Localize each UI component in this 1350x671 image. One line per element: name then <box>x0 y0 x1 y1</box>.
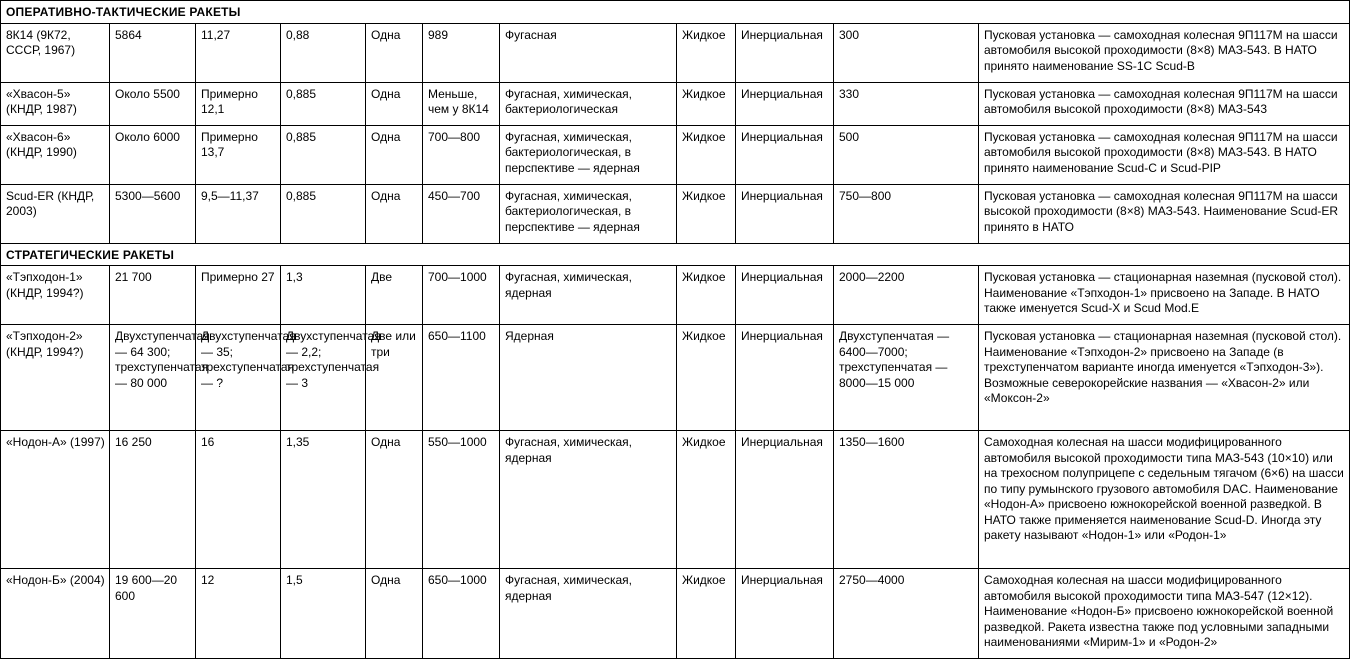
stages-cell: Одна <box>366 23 423 82</box>
missile-name-cell: «Тэпходон-1» (КНДР, 1994?) <box>1 266 110 325</box>
diameter-cell: 1,3 <box>281 266 366 325</box>
warhead-cell: Фугасная, химическая, ядерная <box>500 569 677 659</box>
missile-name-cell: «Нодон-А» (1997) <box>1 431 110 569</box>
table-row <box>1 266 1350 325</box>
length-cell: 12 <box>196 569 281 659</box>
launch-mass-cell: 21 700 <box>110 266 196 325</box>
range-cell: 750—800 <box>834 184 979 243</box>
warhead-cell: Фугасная, химическая, бактериологическая <box>500 82 677 125</box>
fuel-cell: Жидкое <box>677 569 736 659</box>
table-row <box>1 325 1350 431</box>
length-cell: 16 <box>196 431 281 569</box>
table-row <box>1 23 1350 82</box>
diameter-cell: 0,88 <box>281 23 366 82</box>
launch-mass-cell: Двухступенчатая — 64 300; трехступенчатая — 80 000 <box>110 325 196 431</box>
missile-name-cell: «Тэпходон-2» (КНДР, 1994?) <box>1 325 110 431</box>
stages-cell: Одна <box>366 125 423 184</box>
diameter-cell: 1,35 <box>281 431 366 569</box>
notes-cell: Пусковая установка — стационарная наземная (пусковой стол). Наименование «Тэпходон-2» присвоено на Западе (в трехступенчатом варианте иногда именуется «Тэпходон-3»). Возможные северокорейские названия — «Хвасон-2» или «Моксон-2» <box>979 325 1350 431</box>
section-header-row <box>1 243 1350 266</box>
launch-mass-cell: 16 250 <box>110 431 196 569</box>
table-row <box>1 82 1350 125</box>
missile-name-cell: 8К14 (9К72, СССР, 1967) <box>1 23 110 82</box>
warhead-cell: Фугасная, химическая, ядерная <box>500 266 677 325</box>
range-cell: 1350—1600 <box>834 431 979 569</box>
fuel-cell: Жидкое <box>677 184 736 243</box>
guidance-cell: Инерциальная <box>736 82 834 125</box>
warhead-cell: Фугасная, химическая, бактериологическая, в перспективе — ядерная <box>500 184 677 243</box>
notes-cell: Пусковая установка — самоходная колесная 9П117М на шасси автомобиля высокой проходимости (8×8) МАЗ-543. В НАТО принято наименование SS-1C Scud-B <box>979 23 1350 82</box>
table-row <box>1 569 1350 659</box>
length-cell: Примерно 13,7 <box>196 125 281 184</box>
table-row <box>1 125 1350 184</box>
missile-name-cell: «Нодон-Б» (2004) <box>1 569 110 659</box>
guidance-cell: Инерциальная <box>736 266 834 325</box>
range-cell: 2000—2200 <box>834 266 979 325</box>
length-cell: 11,27 <box>196 23 281 82</box>
guidance-cell: Инерциальная <box>736 125 834 184</box>
fuel-cell: Жидкое <box>677 325 736 431</box>
stages-cell: Одна <box>366 569 423 659</box>
section-title-strategic: СТРАТЕГИЧЕСКИЕ РАКЕТЫ <box>1 243 1350 266</box>
section-header-row <box>1 1 1350 24</box>
notes-cell: Пусковая установка — самоходная колесная 9П117М на шасси автомобиля высокой проходимости (8×8) МАЗ-543 <box>979 82 1350 125</box>
warhead-cell: Фугасная, химическая, ядерная <box>500 431 677 569</box>
stages-cell: Одна <box>366 431 423 569</box>
diameter-cell: 0,885 <box>281 184 366 243</box>
table-row <box>1 431 1350 569</box>
missile-name-cell: «Хвасон-6» (КНДР, 1990) <box>1 125 110 184</box>
launch-mass-cell: Около 6000 <box>110 125 196 184</box>
range-cell: 2750—4000 <box>834 569 979 659</box>
fuel-cell: Жидкое <box>677 266 736 325</box>
launch-mass-cell: 5300—5600 <box>110 184 196 243</box>
diameter-cell: 0,885 <box>281 125 366 184</box>
fuel-cell: Жидкое <box>677 431 736 569</box>
length-cell: 9,5—11,37 <box>196 184 281 243</box>
notes-cell: Пусковая установка — самоходная колесная 9П117М на шасси автомобиля высокой проходимости (8×8) МАЗ-543. В НАТО принято наименование Scud-C и Scud-PIP <box>979 125 1350 184</box>
fuel-cell: Жидкое <box>677 125 736 184</box>
guidance-cell: Инерциальная <box>736 325 834 431</box>
fuel-cell: Жидкое <box>677 82 736 125</box>
payload-cell: 550—1000 <box>423 431 500 569</box>
notes-cell: Пусковая установка — стационарная наземная (пусковой стол). Наименование «Тэпходон-1» присвоено на Западе. В НАТО также именуется Scud-X и Scud Mod.E <box>979 266 1350 325</box>
notes-cell: Пусковая установка — самоходная колесная 9П117М на шасси высокой проходимости (8×8) МАЗ-543. Наименование Scud-ER принято в НАТО <box>979 184 1350 243</box>
guidance-cell: Инерциальная <box>736 569 834 659</box>
range-cell: Двухступенчатая — 6400—7000; трехступенчатая — 8000—15 000 <box>834 325 979 431</box>
length-cell: Двухступенчатая — 35; трехступенчатая — ? <box>196 325 281 431</box>
stages-cell: Две или три <box>366 325 423 431</box>
payload-cell: 650—1100 <box>423 325 500 431</box>
diameter-cell: 0,885 <box>281 82 366 125</box>
warhead-cell: Фугасная <box>500 23 677 82</box>
range-cell: 300 <box>834 23 979 82</box>
stages-cell: Одна <box>366 82 423 125</box>
section-title-operational-tactical: ОПЕРАТИВНО-ТАКТИЧЕСКИЕ РАКЕТЫ <box>1 1 1350 24</box>
payload-cell: Меньше, чем у 8К14 <box>423 82 500 125</box>
payload-cell: 700—1000 <box>423 266 500 325</box>
length-cell: Примерно 12,1 <box>196 82 281 125</box>
launch-mass-cell: 5864 <box>110 23 196 82</box>
diameter-cell: 1,5 <box>281 569 366 659</box>
guidance-cell: Инерциальная <box>736 23 834 82</box>
payload-cell: 650—1000 <box>423 569 500 659</box>
missile-name-cell: Scud-ER (КНДР, 2003) <box>1 184 110 243</box>
launch-mass-cell: Около 5500 <box>110 82 196 125</box>
fuel-cell: Жидкое <box>677 23 736 82</box>
table-row <box>1 184 1350 243</box>
diameter-cell: Двухступенчатая — 2,2; трехступенчатая — 3 <box>281 325 366 431</box>
warhead-cell: Ядерная <box>500 325 677 431</box>
payload-cell: 450—700 <box>423 184 500 243</box>
notes-cell: Самоходная колесная на шасси модифицированного автомобиля высокой проходимости типа МАЗ-547 (12×12). Наименование «Нодон-Б» присвоено южнокорейской военной разведкой. Ракета известна также под условными западными наименованиями «Мирим-1» и «Родон-2» <box>979 569 1350 659</box>
missile-name-cell: «Хвасон-5» (КНДР, 1987) <box>1 82 110 125</box>
range-cell: 330 <box>834 82 979 125</box>
payload-cell: 989 <box>423 23 500 82</box>
guidance-cell: Инерциальная <box>736 184 834 243</box>
guidance-cell: Инерциальная <box>736 431 834 569</box>
stages-cell: Две <box>366 266 423 325</box>
payload-cell: 700—800 <box>423 125 500 184</box>
length-cell: Примерно 27 <box>196 266 281 325</box>
stages-cell: Одна <box>366 184 423 243</box>
launch-mass-cell: 19 600—20 600 <box>110 569 196 659</box>
range-cell: 500 <box>834 125 979 184</box>
notes-cell: Самоходная колесная на шасси модифицированного автомобиля высокой проходимости типа МАЗ-543 (10×10) или на трехосном полуприцепе с седельным тягачом (6×6) на шасси по типу румынского грузового автомобиля DAC. Наименование «Нодон-А» присвоено южнокорейской военной разведкой. В НАТО также применяется наименование Scud-D. Иногда эту ракету называют «Нодон-1» или «Родон-1» <box>979 431 1350 569</box>
warhead-cell: Фугасная, химическая, бактериологическая, в перспективе — ядерная <box>500 125 677 184</box>
